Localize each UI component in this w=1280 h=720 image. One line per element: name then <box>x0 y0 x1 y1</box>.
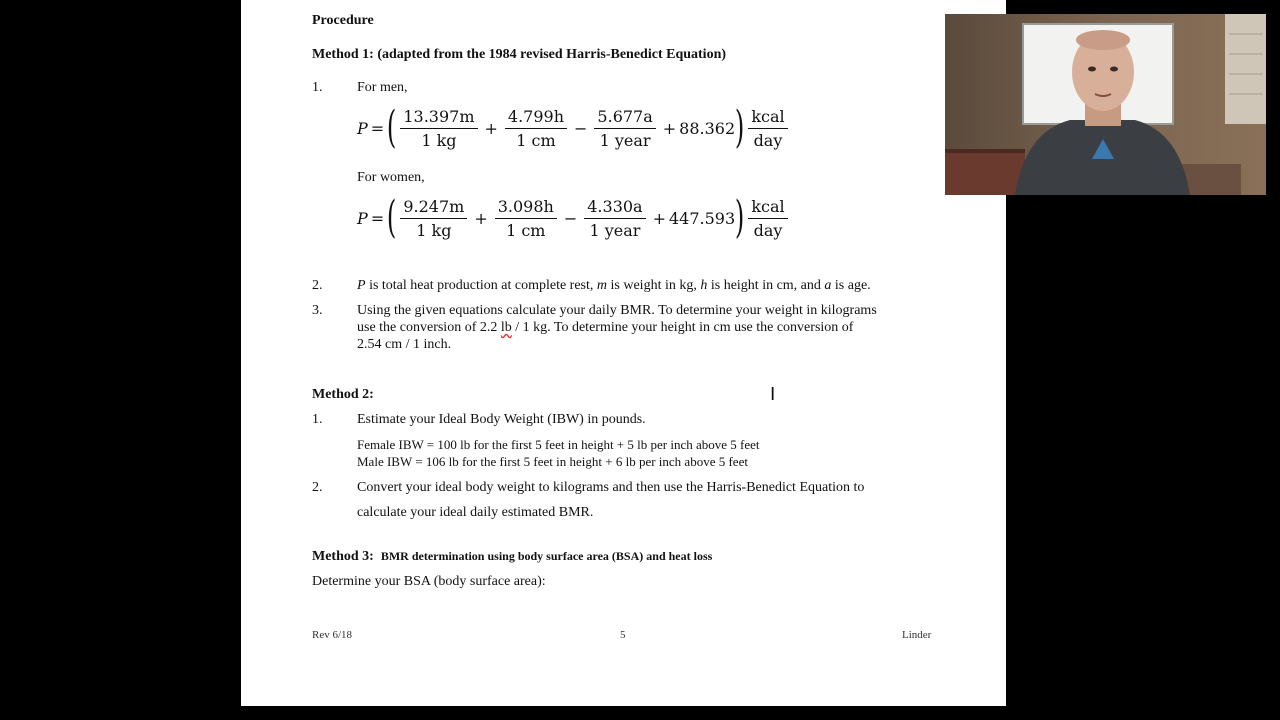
line-text: use the conversion of 2.2 <box>357 320 501 335</box>
frac-num: 3.098h <box>495 197 557 219</box>
fraction <box>594 107 655 150</box>
eq-p: P <box>357 208 368 228</box>
frac-num: 13.397m <box>400 107 477 129</box>
fraction <box>495 197 557 240</box>
unit-fraction <box>748 197 787 240</box>
method2-item2-number: 2. <box>312 480 323 495</box>
left-paren: ( <box>387 102 397 153</box>
frac-den: day <box>753 130 783 150</box>
eq-constant: 447.593 <box>669 208 736 228</box>
fraction <box>400 197 467 240</box>
method1-item2-number: 2. <box>312 278 323 293</box>
eq-op: + <box>484 118 498 138</box>
frac-num: kcal <box>748 197 787 219</box>
frac-den: 1 cm <box>516 130 556 150</box>
def-text: is total heat production at complete rest, <box>365 278 597 293</box>
webcam-presenter-image <box>945 14 1266 195</box>
var-p: P <box>357 278 366 293</box>
fraction <box>584 197 645 240</box>
var-h: h <box>700 278 708 293</box>
var-m: m <box>596 278 608 293</box>
women-equation <box>357 192 792 243</box>
method2-item1-number: 1. <box>312 412 323 427</box>
spellcheck-word: lb <box>500 320 512 335</box>
frac-num: 5.677a <box>594 107 655 129</box>
method1-item1-number: 1. <box>312 80 323 95</box>
unit-fraction <box>748 107 787 150</box>
variable-definitions <box>357 277 871 294</box>
method3-heading-rest: BMR determination using body surface area (BSA) and heat loss <box>380 549 713 563</box>
frac-den: 1 kg <box>421 130 457 150</box>
eq-op: + <box>652 208 666 228</box>
frac-den: 1 kg <box>416 220 452 240</box>
women-label: For women, <box>357 170 425 185</box>
frac-den: 1 year <box>599 130 651 150</box>
frac-den: 1 year <box>589 220 641 240</box>
eq-op: + <box>662 118 677 138</box>
method1-item3-line2 <box>357 319 853 336</box>
method1-item3-number: 3. <box>312 303 323 318</box>
eq-equals: = <box>370 208 385 228</box>
eq-op: − <box>563 208 578 228</box>
right-paren: ) <box>735 102 745 153</box>
method1-item3-line1: Using the given equations calculate your daily BMR. To determine your weight in kilograms <box>357 303 877 318</box>
line-text: / 1 kg. To determine your height in cm use the conversion of <box>511 320 854 335</box>
method3-heading-bold: Method 3: <box>312 549 374 564</box>
method2-item2-line1: Convert your ideal body weight to kilograms and then use the Harris-Benedict Equation to <box>357 480 865 495</box>
procedure-heading: Procedure <box>312 13 374 28</box>
frac-num: 4.799h <box>505 107 567 129</box>
def-text: is weight in kg, <box>607 278 701 293</box>
var-a: a <box>824 278 832 293</box>
text-cursor-icon: I <box>770 384 776 405</box>
male-ibw: Male IBW = 106 lb for the first 5 feet in height + 6 lb per inch above 5 feet <box>357 454 748 469</box>
method3-heading <box>312 548 712 565</box>
men-equation <box>357 102 792 153</box>
frac-den: 1 cm <box>506 220 546 240</box>
right-paren: ) <box>735 192 745 243</box>
fraction <box>505 107 567 150</box>
frac-num: 4.330a <box>584 197 645 219</box>
footer-page-number: 5 <box>620 629 626 641</box>
frac-num: 9.247m <box>400 197 467 219</box>
eq-op: + <box>474 208 488 228</box>
method2-item2-line2: calculate your ideal daily estimated BMR. <box>357 505 594 520</box>
frac-den: day <box>753 220 783 240</box>
def-text: is height in cm, and <box>707 278 825 293</box>
eq-p: P <box>357 118 368 138</box>
bsa-instruction: Determine your BSA (body surface area): <box>312 574 546 589</box>
frac-num: kcal <box>748 107 787 129</box>
eq-op: − <box>574 118 588 138</box>
method1-heading: Method 1: (adapted from the 1984 revised Harris-Benedict Equation) <box>312 47 727 62</box>
footer-author: Linder <box>902 629 932 641</box>
fraction <box>400 107 477 150</box>
method2-heading: Method 2: <box>312 387 374 402</box>
eq-equals: = <box>370 118 385 138</box>
female-ibw: Female IBW = 100 lb for the first 5 feet in height + 5 lb per inch above 5 feet <box>357 437 760 452</box>
men-label: For men, <box>357 80 408 95</box>
footer-revision: Rev 6/18 <box>312 629 353 641</box>
method1-item3-line3: 2.54 cm / 1 inch. <box>357 337 452 352</box>
def-text: is age. <box>831 278 871 293</box>
method2-item1: Estimate your Ideal Body Weight (IBW) in pounds. <box>357 412 646 427</box>
webcam-overlay <box>945 14 1266 195</box>
left-paren: ( <box>387 192 397 243</box>
eq-constant: 88.362 <box>679 118 736 138</box>
